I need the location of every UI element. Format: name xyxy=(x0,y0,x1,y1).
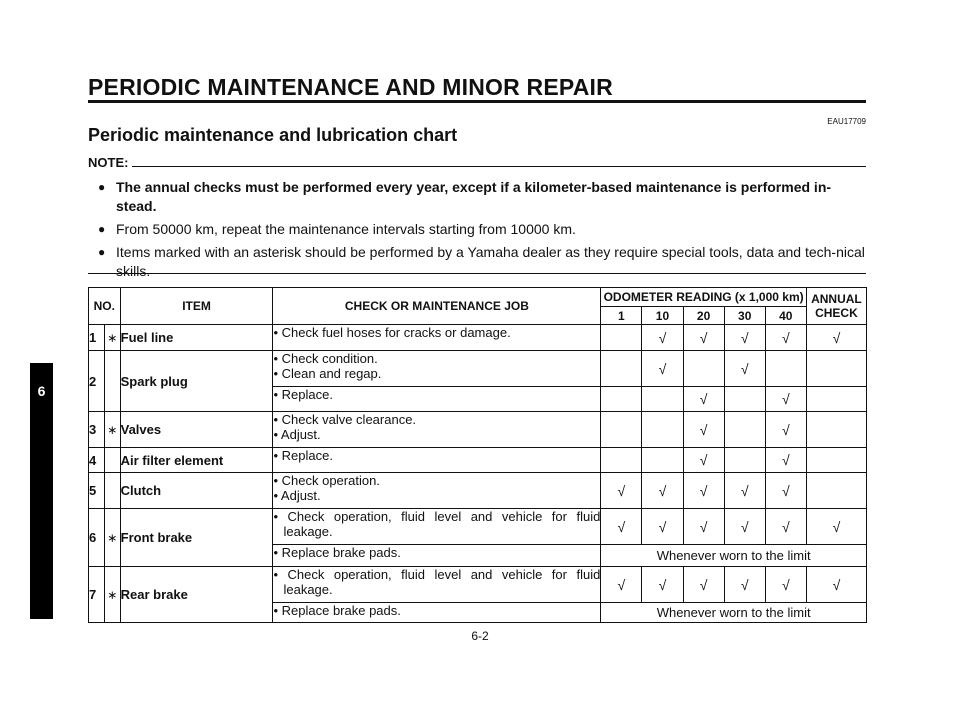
title-rule xyxy=(88,100,866,103)
check-mark: √ xyxy=(765,509,806,545)
row-item: Clutch xyxy=(120,473,273,509)
chapter-tab xyxy=(30,363,53,619)
row-job: • Replace brake pads. xyxy=(273,603,601,623)
note-list xyxy=(98,178,868,285)
row-job: • Check operation, fluid level and vehicle for fluid leakage. xyxy=(273,567,601,603)
row-job: • Check condition. • Clean and regap. xyxy=(273,351,601,387)
table-row xyxy=(89,448,867,473)
table-row xyxy=(89,325,867,351)
check-mark: √ xyxy=(806,509,866,545)
table-row xyxy=(89,351,867,387)
check-mark: √ xyxy=(683,509,724,545)
note-item: ● From 50000 km, repeat the maintenance intervals starting from 10000 km. xyxy=(98,220,868,239)
asterisk-mark: ∗ xyxy=(104,325,120,351)
row-number: 6 xyxy=(89,509,105,567)
check-mark: √ xyxy=(642,473,683,509)
row-job: • Check fuel hoses for cracks or damage. xyxy=(273,325,601,351)
row-number: 2 xyxy=(89,351,105,412)
row-job: • Replace. xyxy=(273,387,601,412)
check-mark: √ xyxy=(683,567,724,603)
row-job: • Check valve clearance. • Adjust. xyxy=(273,412,601,448)
check-mark: √ xyxy=(601,567,642,603)
check-mark: √ xyxy=(642,509,683,545)
header-odo-col: 40 xyxy=(765,307,806,325)
row-item: Rear brake xyxy=(120,567,273,623)
row-item: Spark plug xyxy=(120,351,273,412)
check-mark: √ xyxy=(724,325,765,351)
asterisk-mark: ∗ xyxy=(104,412,120,448)
check-mark: √ xyxy=(601,509,642,545)
check-mark: √ xyxy=(765,473,806,509)
check-mark: √ xyxy=(724,509,765,545)
check-mark: √ xyxy=(642,325,683,351)
table-row xyxy=(89,509,867,545)
row-job: • Check operation. • Adjust. xyxy=(273,473,601,509)
page-number: 6-2 xyxy=(471,629,489,643)
check-mark: √ xyxy=(724,351,765,387)
row-number: 4 xyxy=(89,448,105,473)
check-mark: √ xyxy=(806,567,866,603)
row-job: • Check operation, fluid level and vehicle for fluid leakage. xyxy=(273,509,601,545)
check-mark: √ xyxy=(683,448,724,473)
row-item: Front brake xyxy=(120,509,273,567)
note-label: NOTE: xyxy=(88,155,129,170)
row-number: 3 xyxy=(89,412,105,448)
document-code: EAU17709 xyxy=(827,117,866,126)
check-mark: √ xyxy=(683,387,724,412)
check-mark: √ xyxy=(642,351,683,387)
row-number: 7 xyxy=(89,567,105,623)
header-job: CHECK OR MAINTENANCE JOB xyxy=(273,288,601,325)
chapter-tab-number: 6 xyxy=(37,383,46,399)
check-mark: √ xyxy=(724,473,765,509)
table-row xyxy=(89,567,867,603)
header-no: NO. xyxy=(89,288,121,325)
row-item: Valves xyxy=(120,412,273,448)
asterisk-mark: ∗ xyxy=(104,567,120,623)
note-item: ● Items marked with an asterisk should be performed by a Yamaha dealer as they require special tools, data and tech-nical skills. xyxy=(98,243,868,281)
row-job: • Replace. xyxy=(273,448,601,473)
check-mark: √ xyxy=(765,448,806,473)
check-mark: √ xyxy=(601,473,642,509)
check-mark: √ xyxy=(683,473,724,509)
span-note: Whenever worn to the limit xyxy=(601,545,867,567)
header-odo-col: 1 xyxy=(601,307,642,325)
check-mark: √ xyxy=(765,567,806,603)
chapter-title: PERIODIC MAINTENANCE AND MINOR REPAIR xyxy=(88,74,613,100)
header-item: ITEM xyxy=(120,288,273,325)
note-end-rule xyxy=(88,273,866,274)
maintenance-chart xyxy=(88,287,867,623)
note-header xyxy=(88,155,866,170)
header-odo-col: 20 xyxy=(683,307,724,325)
row-item: Air filter element xyxy=(120,448,273,473)
check-mark: √ xyxy=(765,387,806,412)
section-title: Periodic maintenance and lubrication chart xyxy=(88,125,458,145)
asterisk-cell xyxy=(104,351,120,412)
span-note: Whenever worn to the limit xyxy=(601,603,867,623)
note-rule xyxy=(132,166,866,167)
note-item: ● The annual checks must be performed every year, except if a kilometer-based maintenance is performed in-stead. xyxy=(98,178,868,216)
table-row xyxy=(89,412,867,448)
header-annual: ANNUAL CHECK xyxy=(806,288,866,325)
asterisk-mark: ∗ xyxy=(104,509,120,567)
header-odo-col: 30 xyxy=(724,307,765,325)
check-mark: √ xyxy=(724,567,765,603)
check-mark: √ xyxy=(765,412,806,448)
header-odometer: ODOMETER READING (x 1,000 km) xyxy=(601,288,807,307)
check-mark: √ xyxy=(683,412,724,448)
asterisk-cell xyxy=(104,448,120,473)
check-mark: √ xyxy=(806,325,866,351)
table-row xyxy=(89,473,867,509)
header-odo-col: 10 xyxy=(642,307,683,325)
row-job: • Replace brake pads. xyxy=(273,545,601,567)
row-number: 5 xyxy=(89,473,105,509)
check-mark: √ xyxy=(765,325,806,351)
asterisk-cell xyxy=(104,473,120,509)
check-mark: √ xyxy=(642,567,683,603)
row-item: Fuel line xyxy=(120,325,273,351)
check-mark: √ xyxy=(683,325,724,351)
row-number: 1 xyxy=(89,325,105,351)
